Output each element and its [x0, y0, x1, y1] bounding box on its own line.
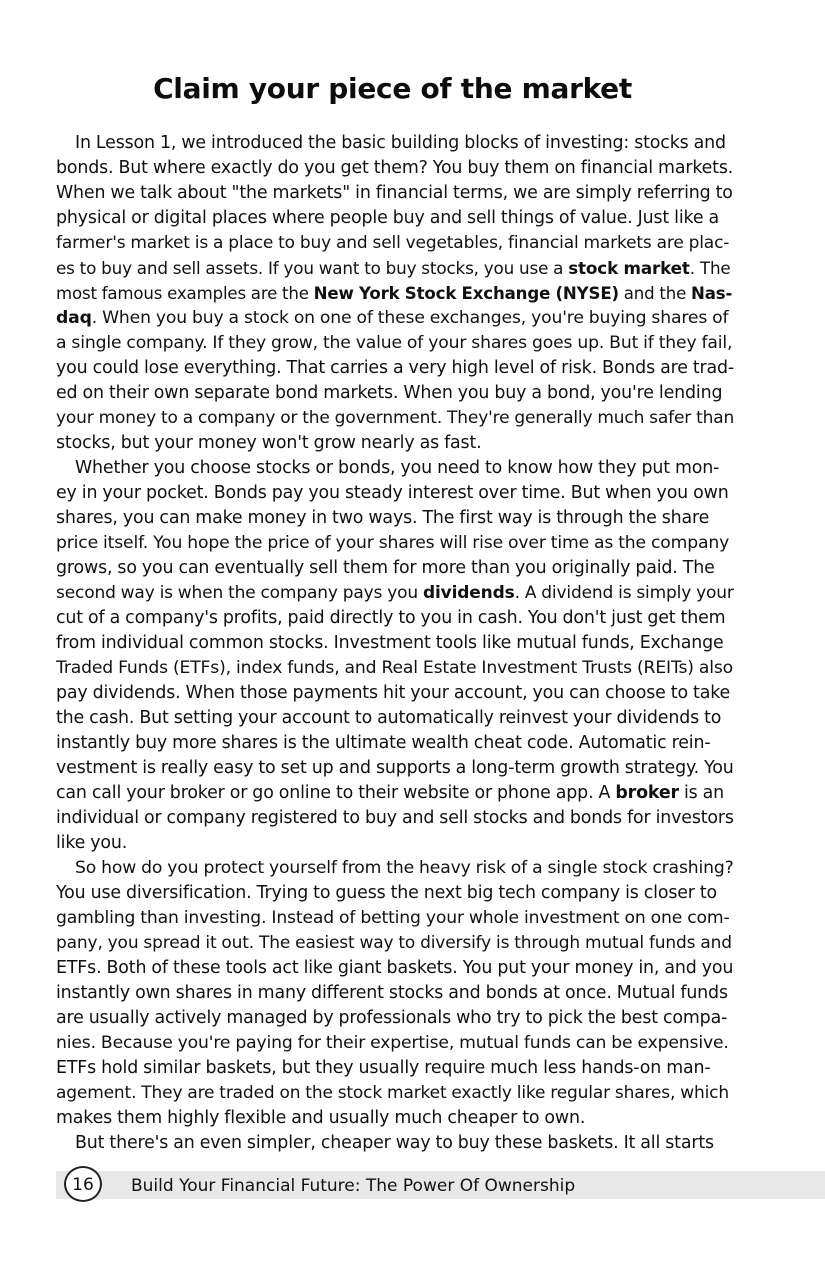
text-line [56, 156, 732, 181]
text-line [56, 681, 732, 706]
text-line [56, 881, 732, 906]
text-line [56, 1006, 732, 1031]
text-line [56, 331, 732, 356]
text-line [56, 1081, 732, 1106]
page-number: 16 [72, 1175, 94, 1195]
text-line [56, 256, 732, 281]
text-segment: stocks, but your money won't grow nearly as fast. [56, 433, 482, 453]
article-body [56, 131, 735, 1156]
text-segment: from individual common stocks. Investment tools like mutual funds, Exchange [56, 633, 724, 653]
text-segment: So how do you protect yourself from the heavy risk of a single stock crashing? [75, 858, 734, 878]
text-line [56, 856, 732, 881]
text-segment: price itself. You hope the price of your shares will rise over time as the company [56, 533, 730, 553]
text-segment: pany, you spread it out. The easiest way to diversify is through mutual funds and [56, 933, 732, 953]
text-line [56, 1106, 732, 1131]
text-line [56, 906, 732, 931]
text-line [56, 556, 732, 581]
text-segment: your money to a company or the government. They're generally much safer than [56, 408, 735, 428]
text-line [56, 781, 732, 806]
text-line [56, 731, 732, 756]
bold-term: dividends [422, 583, 515, 603]
text-segment: grows, so you can eventually sell them for more than you originally paid. The [56, 558, 715, 578]
text-segment: ETFs hold similar baskets, but they usually require much less hands-on man- [56, 1058, 711, 1078]
text-segment: But there's an even simpler, cheaper way to buy these baskets. It all starts [75, 1133, 714, 1153]
text-segment: . A dividend is simply your [514, 583, 734, 603]
text-line [56, 281, 732, 306]
text-line [56, 131, 732, 156]
text-line [56, 306, 732, 331]
bold-term: stock market [568, 258, 690, 278]
text-line [56, 206, 732, 231]
text-segment: the cash. But setting your account to automatically reinvest your dividends to [56, 708, 722, 728]
text-segment: Whether you choose stocks or bonds, you need to know how they put mon- [75, 458, 720, 478]
text-line [56, 531, 732, 556]
text-segment: makes them highly flexible and usually much cheaper to own. [56, 1108, 586, 1128]
page-number-badge [64, 1166, 102, 1202]
bold-term: New York Stock Exchange (NYSE) [313, 284, 619, 303]
text-segment: . The [689, 258, 731, 278]
text-segment: instantly own shares in many different stocks and bonds at once. Mutual funds [56, 983, 728, 1003]
text-segment: are usually actively managed by professionals who try to pick the best compa- [56, 1008, 728, 1028]
text-line [56, 706, 732, 731]
page-title: Claim your piece of the market [153, 72, 632, 105]
text-line [56, 606, 732, 631]
text-segment: physical or digital places where people buy and sell things of value. Just like a [56, 208, 719, 228]
text-segment: you could lose everything. That carries a very high level of risk. Bonds are trad- [56, 358, 735, 378]
text-segment: es to buy and sell assets. If you want to buy stocks, you use a [56, 258, 569, 278]
text-segment: ey in your pocket. Bonds pay you steady interest over time. But when you own [56, 483, 729, 503]
text-segment: instantly buy more shares is the ultimate wealth cheat code. Automatic rein- [56, 733, 711, 753]
text-line [56, 506, 732, 531]
text-segment: When we talk about "the markets" in financial terms, we are simply referring to [56, 183, 733, 203]
text-line [56, 181, 732, 206]
text-line [56, 431, 732, 456]
text-segment: pay dividends. When those payments hit your account, you can choose to take [56, 683, 731, 703]
text-line [56, 831, 732, 856]
bold-term: broker [615, 783, 679, 803]
text-segment: individual or company registered to buy and sell stocks and bonds for investors [56, 808, 734, 828]
text-line [56, 806, 732, 831]
text-line [56, 956, 732, 981]
text-line [56, 631, 732, 656]
text-line [56, 656, 732, 681]
text-line [56, 1131, 732, 1156]
text-segment: nies. Because you're paying for their expertise, mutual funds can be expensive. [56, 1033, 729, 1053]
text-segment: second way is when the company pays you [56, 583, 423, 603]
text-line [56, 406, 735, 431]
text-line [56, 931, 732, 956]
text-segment: can call your broker or go online to their website or phone app. A [56, 783, 616, 803]
text-segment: cut of a company's profits, paid directly to you in cash. You don't just get them [56, 608, 726, 628]
text-segment: is an [678, 783, 725, 803]
text-segment: and the [618, 284, 691, 303]
text-line [56, 381, 732, 406]
text-segment: a single company. If they grow, the value of your shares goes up. But if they fail, [56, 333, 733, 353]
bold-term: Nas- [691, 284, 733, 303]
text-segment: gambling than investing. Instead of betting your whole investment on one com- [56, 908, 730, 928]
text-segment: Traded Funds (ETFs), index funds, and Real Estate Investment Trusts (REITs) also [56, 658, 734, 678]
running-footer-title: Build Your Financial Future: The Power Of Ownership [131, 1176, 576, 1196]
text-segment: most famous examples are the [56, 284, 314, 303]
text-segment: agement. They are traded on the stock market exactly like regular shares, which [56, 1083, 729, 1103]
text-segment: . When you buy a stock on one of these exchanges, you're buying shares of [91, 308, 729, 328]
text-line [56, 1056, 732, 1081]
text-line [56, 231, 732, 256]
text-line [56, 456, 732, 481]
text-line [56, 481, 732, 506]
text-segment: like you. [56, 833, 128, 853]
text-segment: ETFs. Both of these tools act like giant baskets. You put your money in, and you [56, 958, 734, 978]
text-line [56, 981, 732, 1006]
text-line [56, 581, 732, 606]
text-segment: farmer's market is a place to buy and sell vegetables, financial markets are plac- [56, 233, 730, 253]
text-segment: bonds. But where exactly do you get them? You buy them on financial markets. [56, 158, 734, 178]
text-segment: ed on their own separate bond markets. When you buy a bond, you're lending [56, 383, 723, 403]
text-segment: vestment is really easy to set up and supports a long-term growth strategy. You [56, 758, 734, 778]
text-line [56, 756, 732, 781]
text-line [56, 356, 735, 381]
text-line [56, 1031, 732, 1056]
text-segment: shares, you can make money in two ways. The first way is through the share [56, 508, 710, 528]
text-segment: In Lesson 1, we introduced the basic building blocks of investing: stocks and [75, 133, 726, 153]
text-segment: You use diversification. Trying to guess the next big tech company is closer to [56, 883, 718, 903]
bold-term: daq [56, 308, 92, 328]
